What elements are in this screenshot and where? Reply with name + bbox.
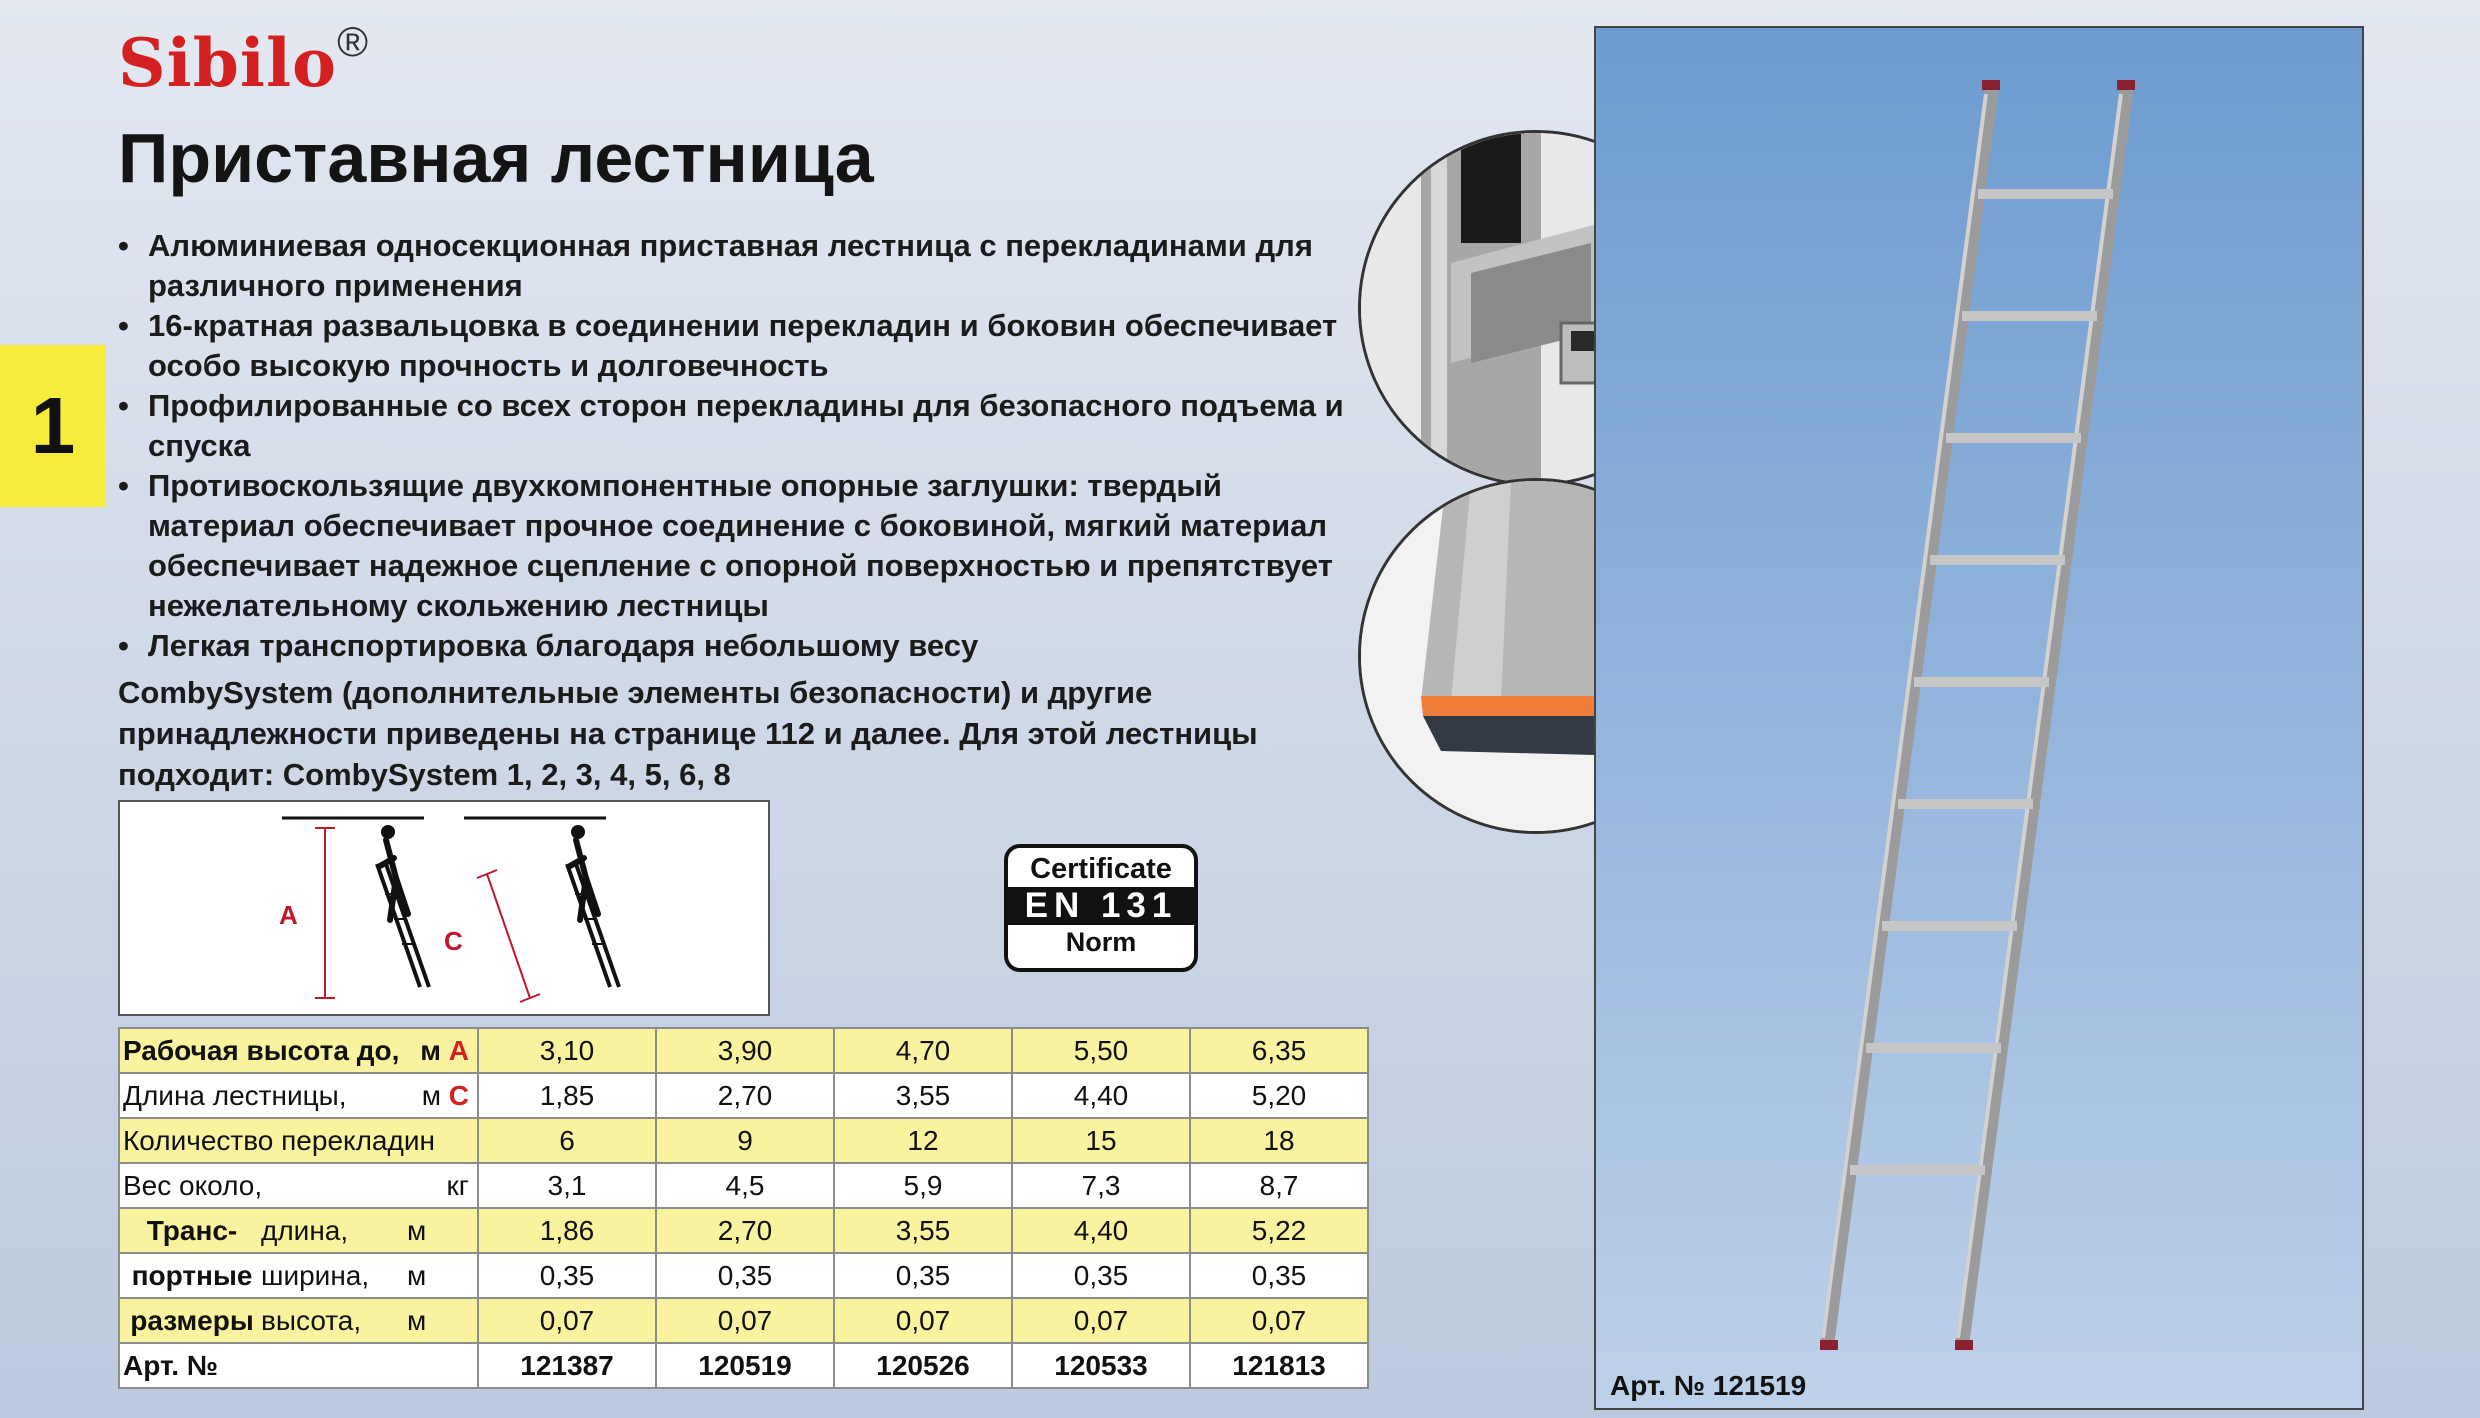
row-label: размеры высота, м xyxy=(119,1298,478,1343)
table-cell: 0,35 xyxy=(1012,1253,1190,1298)
specifications-table xyxy=(118,1027,1369,1389)
ladder-icon-c xyxy=(567,864,619,987)
table-cell: 5,50 xyxy=(1012,1028,1190,1073)
brand-logo xyxy=(118,18,369,102)
table-cell: 5,20 xyxy=(1190,1073,1368,1118)
feature-list xyxy=(118,226,1368,666)
photo-article-caption: Арт. № 121519 xyxy=(1610,1370,1807,1401)
table-cell: 3,55 xyxy=(834,1208,1012,1253)
table-cell: 6 xyxy=(478,1118,656,1163)
table-cell: 3,55 xyxy=(834,1073,1012,1118)
row-label: Арт. № xyxy=(119,1343,478,1388)
table-cell: 1,86 xyxy=(478,1208,656,1253)
certificate-standard: EN 131 xyxy=(1008,887,1194,925)
certificate-label: Certificate xyxy=(1030,853,1172,885)
certificate-norm: Norm xyxy=(1065,927,1137,957)
feature-item: • Легкая транспортировка благодаря небольшому весу xyxy=(118,626,1368,666)
letter-c: C xyxy=(448,1079,469,1111)
table-cell: 12 xyxy=(834,1118,1012,1163)
feature-item: • Профилированные со всех сторон перекладины для безопасного подъема и спуска xyxy=(118,386,1368,466)
table-cell: 0,07 xyxy=(1012,1298,1190,1343)
row-label: портные ширина, м xyxy=(119,1253,478,1298)
table-cell: 0,07 xyxy=(656,1298,834,1343)
row-label: Рабочая высота до, м A xyxy=(119,1028,478,1073)
table-cell: 121813 xyxy=(1190,1343,1368,1388)
feature-item: • 16-кратная развальцовка в соединении перекладин и боковин обеспечивает особо высокую прочность и долговечность xyxy=(118,306,1368,386)
row-label: Вес около, кг xyxy=(119,1163,478,1208)
person-icon-a xyxy=(380,825,408,920)
table-row-ladder-length xyxy=(119,1073,1368,1118)
table-cell: 0,07 xyxy=(478,1298,656,1343)
height-length-diagram xyxy=(118,800,770,1016)
table-row-transport-length xyxy=(119,1208,1368,1253)
row-label: Транс- длина, м xyxy=(119,1208,478,1253)
table-cell: 5,22 xyxy=(1190,1208,1368,1253)
table-cell: 0,35 xyxy=(834,1253,1012,1298)
diagram-drawing xyxy=(120,802,768,1014)
ladder-icon-a xyxy=(377,864,429,987)
transport-group-word: размеры xyxy=(130,1304,254,1336)
table-cell: 5,9 xyxy=(834,1163,1012,1208)
transport-group-word: Транс- xyxy=(146,1214,238,1246)
table-row-transport-width xyxy=(119,1253,1368,1298)
feature-item: • Противоскользящие двухкомпонентные опорные заглушки: твердый материал обеспечивает прочное соединение с боковиной, мягкий материал обеспечивает надежное сцепление с опорной поверхностью и препятствует нежелательному скольжению лестницы xyxy=(118,466,1368,626)
dimension-c xyxy=(477,870,540,1002)
brand-name: Sibilo xyxy=(118,24,338,102)
label-a: A xyxy=(279,900,298,930)
table-cell: 15 xyxy=(1012,1118,1190,1163)
table-cell: 8,7 xyxy=(1190,1163,1368,1208)
ladder-product-photo xyxy=(1594,26,2364,1410)
table-cell: 0,35 xyxy=(656,1253,834,1298)
feature-item: • Алюминиевая односекционная приставная лестница с перекладинами для различного применения xyxy=(118,226,1368,306)
table-row-transport-height xyxy=(119,1298,1368,1343)
table-cell: 3,90 xyxy=(656,1028,834,1073)
ladder-illustration xyxy=(1596,28,2362,1408)
page-title: Приставная лестница xyxy=(118,119,874,197)
table-cell: 4,40 xyxy=(1012,1208,1190,1253)
table-cell: 120533 xyxy=(1012,1343,1190,1388)
table-cell: 4,40 xyxy=(1012,1073,1190,1118)
table-row-article-number xyxy=(119,1343,1368,1388)
table-cell: 7,3 xyxy=(1012,1163,1190,1208)
section-number-tab: 1 xyxy=(0,345,106,507)
dimension-a xyxy=(315,828,335,998)
table-cell: 4,5 xyxy=(656,1163,834,1208)
table-cell: 4,70 xyxy=(834,1028,1012,1073)
table-cell: 3,10 xyxy=(478,1028,656,1073)
table-cell: 0,07 xyxy=(1190,1298,1368,1343)
table-row-rung-count xyxy=(119,1118,1368,1163)
table-cell: 2,70 xyxy=(656,1073,834,1118)
table-cell: 0,07 xyxy=(834,1298,1012,1343)
registered-mark: ® xyxy=(337,18,370,65)
table-cell: 9 xyxy=(656,1118,834,1163)
table-cell: 6,35 xyxy=(1190,1028,1368,1073)
table-cell: 3,1 xyxy=(478,1163,656,1208)
letter-a: A xyxy=(448,1034,469,1066)
table-row-working-height xyxy=(119,1028,1368,1073)
table-cell: 0,35 xyxy=(478,1253,656,1298)
row-label: Количество перекладин xyxy=(119,1118,478,1163)
table-row-weight xyxy=(119,1163,1368,1208)
en131-certificate-badge xyxy=(1004,844,1198,972)
person-icon-c xyxy=(570,825,598,920)
table-cell: 120519 xyxy=(656,1343,834,1388)
table-cell: 18 xyxy=(1190,1118,1368,1163)
row-label: Длина лестницы, м C xyxy=(119,1073,478,1118)
label-c: C xyxy=(444,926,463,956)
table-cell: 0,35 xyxy=(1190,1253,1368,1298)
table-cell: 120526 xyxy=(834,1343,1012,1388)
combysystem-note: CombySystem (дополнительные элементы безопасности) и другие принадлежности приведены на странице 112 и далее. Для этой лестницы подходит: CombySystem 1, 2, 3, 4, 5, 6, 8 xyxy=(118,675,1258,792)
table-cell: 2,70 xyxy=(656,1208,834,1253)
table-cell: 121387 xyxy=(478,1343,656,1388)
transport-group-word: портные xyxy=(131,1259,253,1291)
table-cell: 1,85 xyxy=(478,1073,656,1118)
